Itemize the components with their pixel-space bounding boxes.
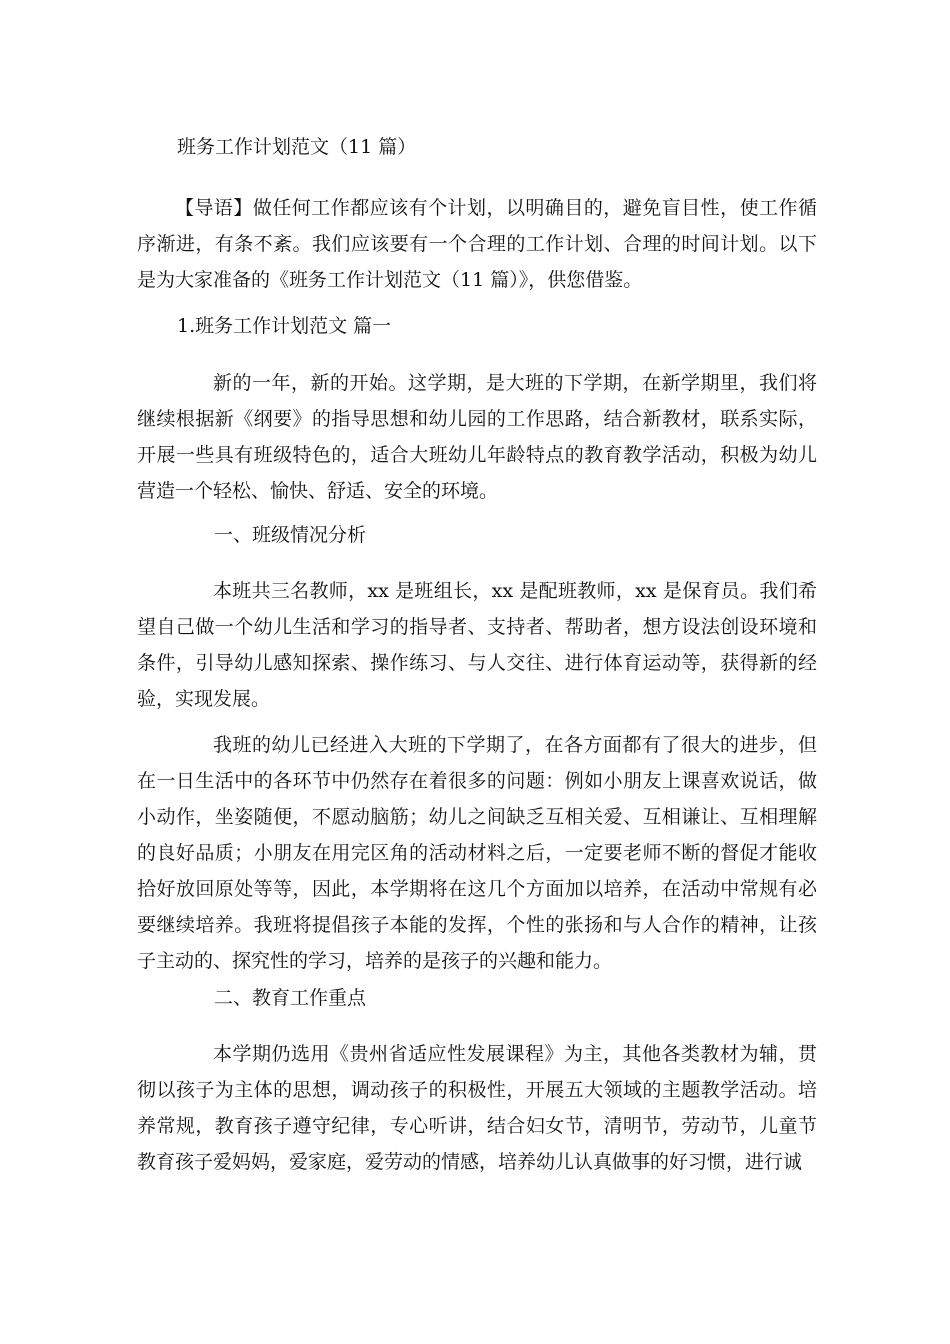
section-1-heading: 一、班级情况分析: [214, 524, 367, 546]
paragraph-4: 本学期仍选用《贵州省适应性发展课程》为主，其他各类教材为辅，贯彻以孩子为主体的思想，调动孩子的积极性，开展五大领域的主题教学活动。培养常规，教育孩子遵守纪律，专心听讲，结合妇女节，清明节，劳动节，儿童节教育孩子爱妈妈，爱家庭，爱劳动的情感，培养幼儿认真做事的好习惯，进行诚: [137, 1043, 817, 1173]
document-title: 班务工作计划范文（11 篇）: [177, 136, 417, 158]
article-1-heading: 1.班务工作计划范文 篇一: [177, 315, 392, 337]
paragraph-2: 本班共三名教师，xx 是班组长，xx 是配班教师，xx 是保育员。我们希望自己做一个幼儿生活和学习的指导者、支持者、帮助者，想方设法创设环境和条件，引导幼儿感知探索、操作练习、与人交往、进行体育运动等，获得新的经验，实现发展。: [137, 580, 817, 710]
section-2-heading: 二、教育工作重点: [214, 987, 367, 1009]
paragraph-1: 新的一年，新的开始。这学期，是大班的下学期，在新学期里，我们将继续根据新《纲要》的指导思想和幼儿园的工作思路，结合新教材，联系实际，开展一些具有班级特色的，适合大班幼儿年龄特点的教育教学活动，积极为幼儿营造一个轻松、愉快、舒适、安全的环境。: [137, 372, 817, 502]
paragraph-3: 我班的幼儿已经进入大班的下学期了，在各方面都有了很大的进步，但在一日生活中的各环节中仍然存在着很多的问题：例如小朋友上课喜欢说话，做小动作，坐姿随便，不愿动脑筋；幼儿之间缺乏互相关爱、互相谦让、互相理解的良好品质；小朋友在用完区角的活动材料之后，一定要老师不断的督促才能收拾好放回原处等等，因此，本学期将在这几个方面加以培养，在活动中常规有必要继续培养。我班将提倡孩子本能的发挥，个性的张扬和与人合作的精神，让孩子主动的、探究性的学习，培养的是孩子的兴趣和能力。: [137, 734, 817, 972]
intro-paragraph: 【导语】做任何工作都应该有个计划，以明确目的，避免盲目性，使工作循序渐进，有条不紊。我们应该要有一个合理的工作计划、合理的时间计划。以下是为大家准备的《班务工作计划范文（11 篇）》，供您借鉴。: [137, 197, 817, 291]
